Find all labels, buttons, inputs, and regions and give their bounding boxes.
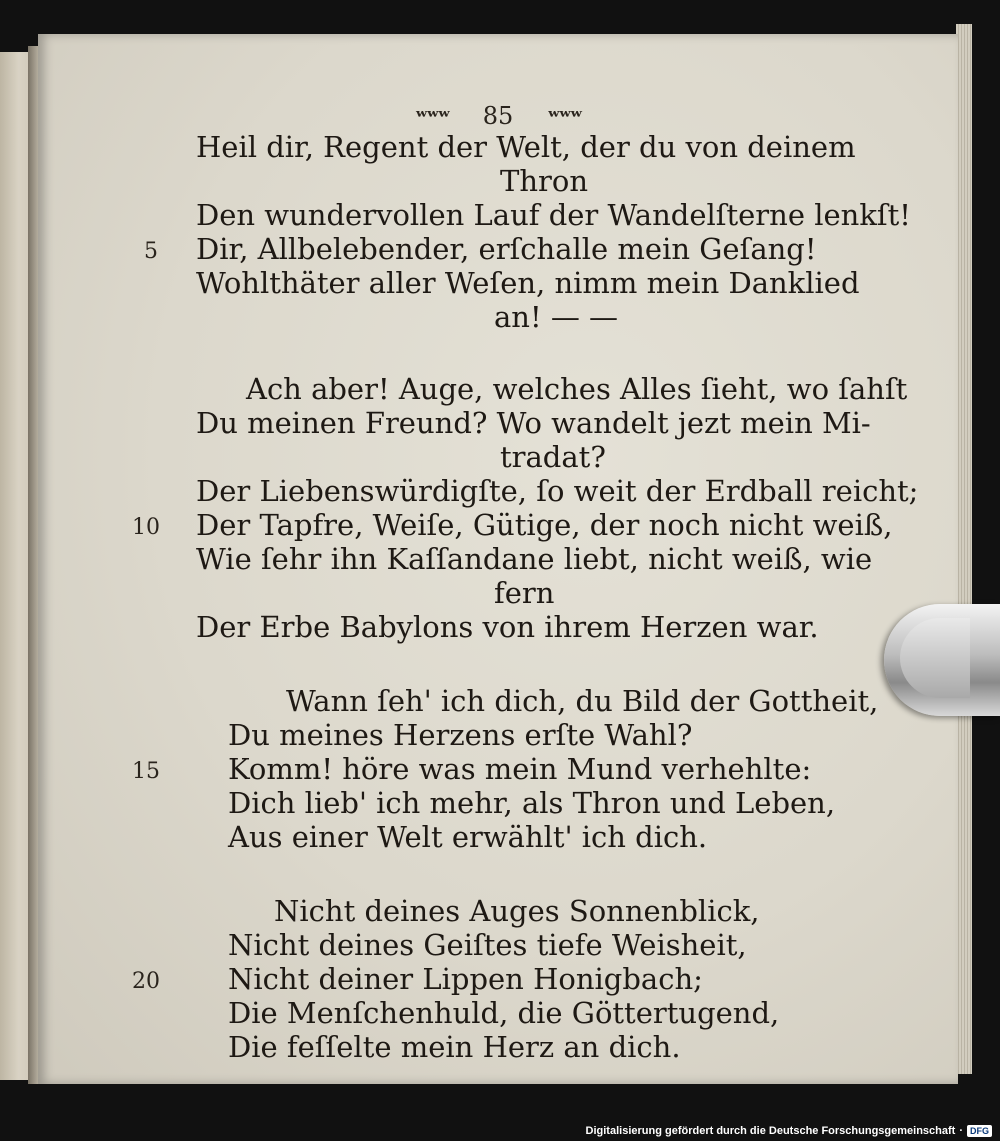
text-line: Wohlthäter aller Weſen, nimm mein Danklied <box>196 266 860 300</box>
text-line: Dir, Allbelebender, erſchalle mein Geſang! <box>196 232 817 266</box>
page-header <box>38 102 958 130</box>
text-line: Nicht deines Auges Sonnenblick, <box>274 894 760 928</box>
line-number: 20 <box>132 969 160 994</box>
text-line: Nicht deiner Lippen Honigbach; <box>228 962 703 996</box>
line-number: 10 <box>132 515 160 540</box>
text-line: Du meines Herzens erſte Wahl? <box>228 718 693 752</box>
book-page <box>38 34 958 1084</box>
text-line: Komm! höre was mein Mund verhehlte: <box>228 752 812 786</box>
text-line: Heil dir, Regent der Welt, der du von deinem <box>196 130 856 164</box>
line-number: 5 <box>144 239 158 264</box>
page-stack-edge <box>956 24 972 1074</box>
text-line: Thron <box>500 164 589 198</box>
page-clip <box>884 604 1000 716</box>
text-line: Der Tapfre, Weiſe, Gütige, der noch nicht weiß, <box>196 508 893 542</box>
page-number: 85 <box>482 102 514 130</box>
text-line: Der Liebenswürdigſte, ſo weit der Erdball reicht; <box>196 474 919 508</box>
text-line: Die Menſchenhuld, die Göttertugend, <box>228 996 780 1030</box>
ornament-left: ʷʷʷ <box>415 104 449 128</box>
line-number: 15 <box>132 759 160 784</box>
text-line: Du meinen Freund? Wo wandelt jezt mein Mi- <box>196 406 871 440</box>
footer-credit: Digitalisierung gefördert durch die Deutsche Forschungsgemeinschaft · DFG <box>586 1125 992 1137</box>
text-line: Die feſſelte mein Herz an dich. <box>228 1030 681 1064</box>
text-line: Aus einer Welt erwählt' ich dich. <box>228 820 708 854</box>
text-line: an! — — <box>494 300 619 334</box>
text-line: tradat? <box>500 440 606 474</box>
text-line: Den wundervollen Lauf der Wandelſterne lenkſt! <box>196 198 911 232</box>
text-line: fern <box>494 576 555 610</box>
text-line: Wie ſehr ihn Kaſſandane liebt, nicht weiß, wie <box>196 542 873 576</box>
ornament-right: ʷʷʷ <box>547 104 581 128</box>
text-line: Wann ſeh' ich dich, du Bild der Gottheit, <box>286 684 879 718</box>
text-line: Dich lieb' ich mehr, als Thron und Leben, <box>228 786 836 820</box>
text-line: Ach aber! Auge, welches Alles ſieht, wo ſahſt <box>246 372 908 406</box>
text-line: Nicht deines Geiſtes tiefe Weisheit, <box>228 928 747 962</box>
dfg-logo-badge: DFG <box>967 1125 992 1137</box>
footer-text: Digitalisierung gefördert durch die Deutsche Forschungsgemeinschaft <box>585 1125 956 1137</box>
text-line: Der Erbe Babylons von ihrem Herzen war. <box>196 610 819 644</box>
